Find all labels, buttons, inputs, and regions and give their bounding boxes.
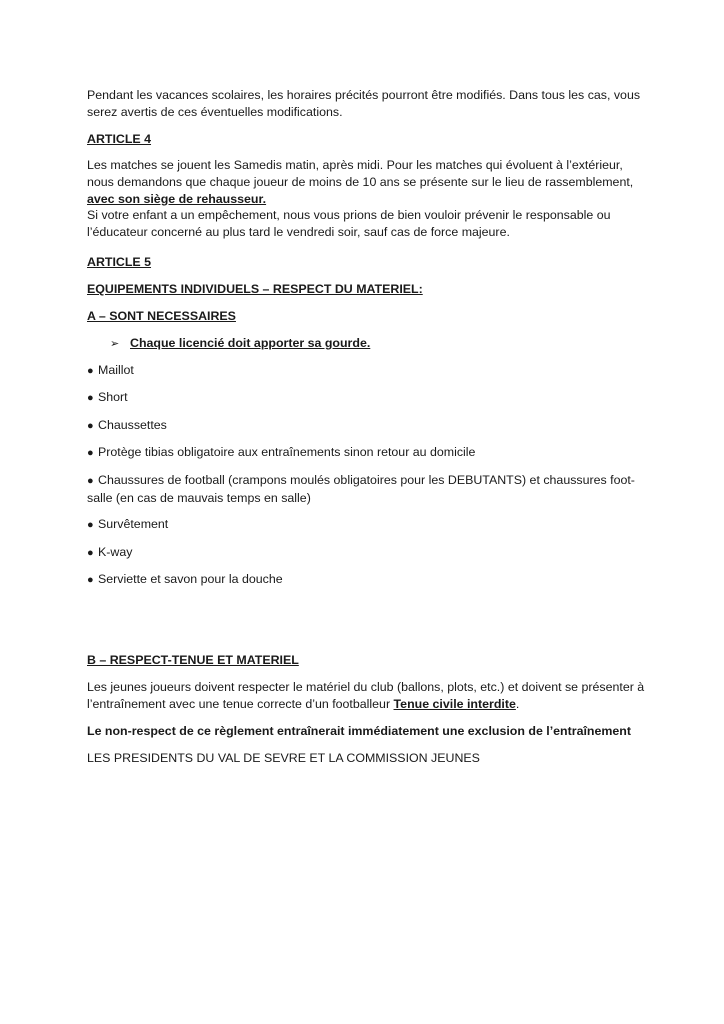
list-item-text: Chaussettes — [98, 418, 167, 432]
arrow-list-item — [110, 335, 370, 353]
bullet-icon: ● — [87, 574, 94, 586]
arrow-bullet-icon: ➢ — [110, 338, 120, 350]
list-item — [87, 417, 647, 435]
bullet-icon: ● — [87, 475, 94, 487]
list-item — [87, 544, 647, 562]
list-item-text: Maillot — [98, 363, 134, 377]
list-item — [87, 571, 647, 589]
article-4-heading: ARTICLE 4 — [87, 132, 152, 146]
list-item — [87, 389, 647, 407]
article-4-text: Les matches se jouent les Samedis matin, après midi. Pour les matches qui évoluent à l’extérieur, nous demandons que chaque joueur de moins de 10 ans se présente sur le lieu de rassemblement, — [87, 158, 634, 189]
section-a-heading: A – SONT NECESSAIRES — [87, 309, 236, 323]
bullet-icon: ● — [87, 547, 94, 559]
article-4-text-2: Si votre enfant a un empêchement, nous vous prions de bien vouloir prévenir le responsable ou l’éducateur concerné au plus tard le vendredi soir, sauf cas de force majeure. — [87, 208, 611, 240]
section-b-paragraph — [87, 679, 647, 713]
list-item-text: Survêtement — [98, 517, 169, 531]
list-item-text: Chaussures de football (crampons moulés obligatoires pour les DEBUTANTS) et chaussures foot-salle (en cas de mauvais temps en salle) — [87, 473, 635, 505]
bullet-icon: ● — [87, 519, 94, 531]
section-b-text: Les jeunes joueurs doivent respecter le matériel du club (ballons, plots, etc.) et doivent se présenter à l’entraînement avec une tenue correcte d’un footballeur — [87, 680, 645, 711]
section-b-emphasis: Tenue civile interdite — [393, 696, 516, 711]
bullet-icon: ● — [87, 365, 94, 377]
article-5-heading: ARTICLE 5 — [87, 255, 152, 269]
equipment-heading: EQUIPEMENTS INDIVIDUELS – RESPECT DU MATERIEL: — [87, 282, 423, 296]
article-4-emphasis: avec son siège de rehausseur. — [87, 191, 267, 206]
bullet-icon: ● — [87, 420, 94, 432]
list-item-text: Serviette et savon pour la douche — [98, 572, 283, 586]
section-b-end: . — [515, 696, 520, 711]
list-item-text: K-way — [98, 545, 133, 559]
list-item — [87, 516, 647, 534]
list-item-text: Short — [98, 390, 128, 404]
list-item-text: Protège tibias obligatoire aux entraînements sinon retour au domicile — [98, 445, 476, 459]
article-4-paragraph — [87, 157, 647, 241]
list-item — [87, 362, 647, 380]
signature: LES PRESIDENTS DU VAL DE SEVRE ET LA COMMISSION JEUNES — [87, 751, 480, 765]
intro-paragraph: Pendant les vacances scolaires, les horaires précités pourront être modifiés. Dans tous les cas, vous serez avertis de ces éventuelles modifications. — [87, 88, 641, 119]
warning-text: Le non-respect de ce règlement entraînerait immédiatement une exclusion de l’entraînement — [87, 724, 631, 738]
arrow-item-text: Chaque licencié doit apporter sa gourde. — [130, 336, 371, 350]
section-b-heading: B – RESPECT-TENUE ET MATERIEL — [87, 653, 299, 667]
list-item — [87, 472, 647, 507]
list-item — [87, 444, 647, 462]
bullet-icon: ● — [87, 392, 94, 404]
bullet-icon: ● — [87, 447, 94, 459]
